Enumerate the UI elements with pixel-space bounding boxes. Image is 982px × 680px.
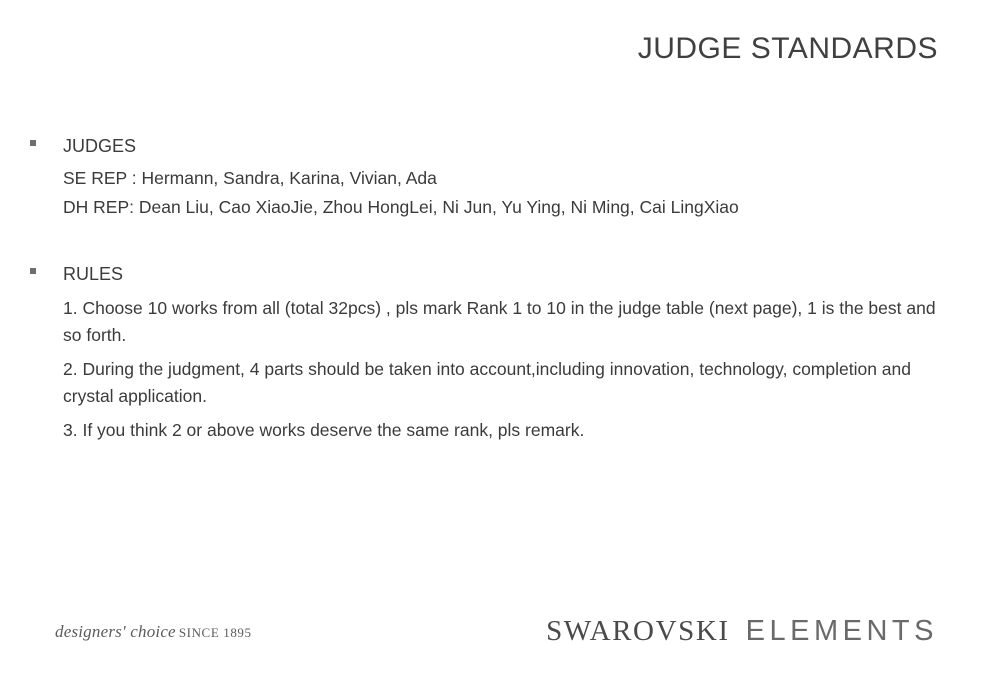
footer-tagline-italic: designers' choice (55, 622, 176, 641)
bullet-heading-judges: JUDGES (63, 136, 137, 156)
square-bullet-icon (30, 140, 36, 146)
bullet-heading-rules: RULES (63, 264, 124, 284)
footer-tagline (55, 622, 252, 642)
brand-logo-primary: SWAROVSKI (546, 615, 730, 647)
rule-item-3: 3. If you think 2 or above works deserve the same rank, pls remark. (63, 420, 585, 440)
square-bullet-icon (30, 268, 36, 274)
rule-item-1: 1. Choose 10 works from all (total 32pcs) , pls mark Rank 1 to 10 in the judge table (next page), 1 is the best and so forth. (63, 298, 936, 345)
judges-dh-rep-line: DH REP: Dean Liu, Cao XiaoJie, Zhou HongLei, Ni Jun, Yu Ying, Ni Ming, Cai LingXiao (63, 197, 739, 217)
brand-logo-secondary: ELEMENTS (745, 615, 938, 647)
slide-body (0, 132, 982, 462)
rule-item-2: 2. During the judgment, 4 parts should be taken into account,including innovation, technology, completion and crystal application. (63, 359, 912, 406)
bullet-block-rules (0, 260, 982, 444)
page-title: JUDGE STANDARDS (637, 32, 938, 65)
brand-logo (546, 615, 938, 648)
bullet-block-judges (0, 132, 982, 222)
judges-se-rep-line: SE REP : Hermann, Sandra, Karina, Vivian, Ada (63, 168, 437, 188)
footer-tagline-since: SINCE 1895 (178, 625, 252, 640)
